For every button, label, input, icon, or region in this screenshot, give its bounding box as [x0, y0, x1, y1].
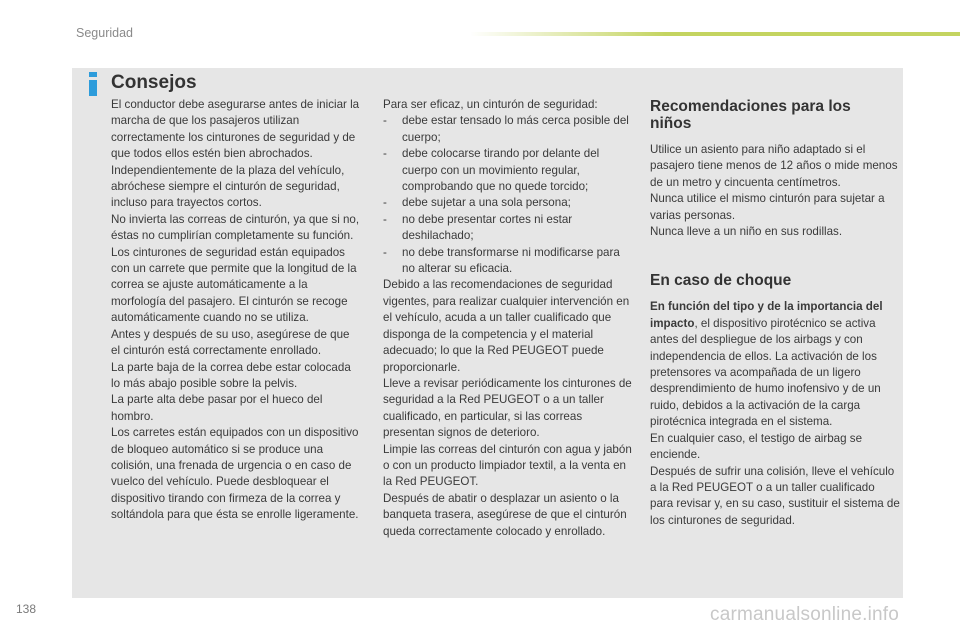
children-heading: Recomendaciones para los niños	[650, 98, 851, 132]
bullet-list	[383, 113, 633, 277]
column-2	[383, 97, 633, 540]
paragraph: Nunca lleve a un niño en sus rodillas.	[650, 225, 843, 239]
info-icon	[86, 72, 100, 96]
paragraph: Lleve a revisar periódicamente los cinturones de seguridad a la Red PEUGEOT o a un taller cualificado, en particular, si las correas presentan signos de deterioro.	[383, 376, 632, 440]
paragraph: Después de abatir o desplazar un asiento o la banqueta trasera, asegúrese de que el cinturón queda correctamente colocado y enrollado.	[383, 491, 627, 538]
list-item-text: debe estar tensado lo más cerca posible del cuerpo;	[402, 114, 629, 144]
paragraph: Independientemente de la plaza del vehículo, abróchese siempre el cinturón de seguridad, incluso para trayectos cortos.	[111, 163, 345, 210]
paragraph: Los cinturones de seguridad están equipados con un carrete que permite que la longitud de la correa se ajuste automáticamente a la morfología del pasajero. El cinturón se recoge automáticamente cuando no se utiliza.	[111, 245, 357, 325]
paragraph: Debido a las recomendaciones de seguridad vigentes, para realizar cualquier intervención en el vehículo, acuda a un taller cualificado que disponga de la competencia y el material adecuado; lo que la Red PEUGEOT puede proporcionarle.	[383, 278, 630, 374]
paragraph: Después de sufrir una colisión, lleve el vehículo a la Red PEUGEOT o a un taller cualificado para revisar y, en su caso, sustituir el sistema de los cinturones de seguridad.	[650, 464, 900, 527]
crash-heading: En caso de choque	[650, 272, 792, 290]
list-item	[383, 195, 633, 211]
list-item-text: no debe presentar cortes ni estar deshilachado;	[402, 212, 573, 243]
paragraph: Utilice un asiento para niño adaptado si el pasajero tiene menos de 12 años o mide menos de un metro y cincuenta centímetros.	[650, 143, 898, 189]
section-label: Seguridad	[76, 26, 133, 40]
list-item	[383, 212, 633, 245]
bullet-marker: -	[383, 245, 387, 259]
watermark: carmanualsonline.info	[710, 604, 900, 625]
paragraph: Nunca utilice el mismo cinturón para sujetar a varias personas.	[650, 192, 885, 222]
paragraph: Limpie las correas del cinturón con agua y jabón o con un producto limpiador textil, a la venta en la Red PEUGEOT.	[383, 442, 632, 489]
list-item-text: debe colocarse tirando por delante del cuerpo con un movimiento regular, comprobando que no quede torcido;	[402, 147, 600, 194]
column-1	[111, 97, 361, 524]
panel-title: Consejos	[111, 72, 197, 93]
header-rule	[470, 32, 960, 36]
bullet-marker: -	[383, 114, 387, 128]
paragraph	[650, 299, 900, 430]
info-icon-dot	[89, 72, 97, 77]
lead-rest: , el dispositivo pirotécnico se activa antes del despliegue de los airbags y con independencia de ellos. La activación de los pretensores va acompañada de un ligero desprendimiento de humo inofensivo y de un ruido, debidos a la activación de la carga pirotécnica integrada en el sistema.	[650, 316, 881, 429]
list-item	[383, 245, 633, 278]
paragraph: La parte baja de la correa debe estar colocada lo más abajo posible sobre la pelvis.	[111, 360, 351, 390]
bullet-marker: -	[383, 212, 387, 226]
bullet-marker: -	[383, 196, 387, 210]
paragraph: En cualquier caso, el testigo de airbag se enciende.	[650, 431, 863, 462]
paragraph: Los carretes están equipados con un dispositivo de bloqueo automático si se produce una colisión, una frenada de urgencia o en caso de vuelco del vehículo. Puede desbloquear el dispositivo tirando con firmeza de la correa y soltándola para que ésta se enrolle ligeramente.	[111, 426, 359, 522]
bullet-intro: Para ser eficaz, un cinturón de seguridad:	[383, 98, 598, 111]
list-item-text: no debe transformarse ni modificarse para no alterar su eficacia.	[402, 245, 620, 276]
paragraph: El conductor debe asegurarse antes de iniciar la marcha de que los pasajeros utilizan correctamente los cinturones de seguridad y de que todos ellos estén bien abrochados.	[111, 98, 360, 161]
bold-lead: En función del tipo y de la importancia del impacto	[650, 300, 883, 330]
paragraph: Antes y después de su uso, asegúrese de que el cinturón está correctamente enrollado.	[111, 327, 350, 358]
list-item-text: debe sujetar a una sola persona;	[402, 196, 571, 210]
bullet-marker: -	[383, 147, 387, 161]
paragraph: No invierta las correas de cinturón, ya que si no, éstas no cumplirían completamente su función.	[111, 212, 360, 243]
list-item	[383, 113, 633, 146]
info-icon-bar	[89, 80, 97, 96]
list-item	[383, 146, 633, 195]
page-number: 138	[16, 602, 37, 616]
column-3	[650, 98, 900, 529]
paragraph: La parte alta debe pasar por el hueco del hombro.	[111, 393, 323, 423]
